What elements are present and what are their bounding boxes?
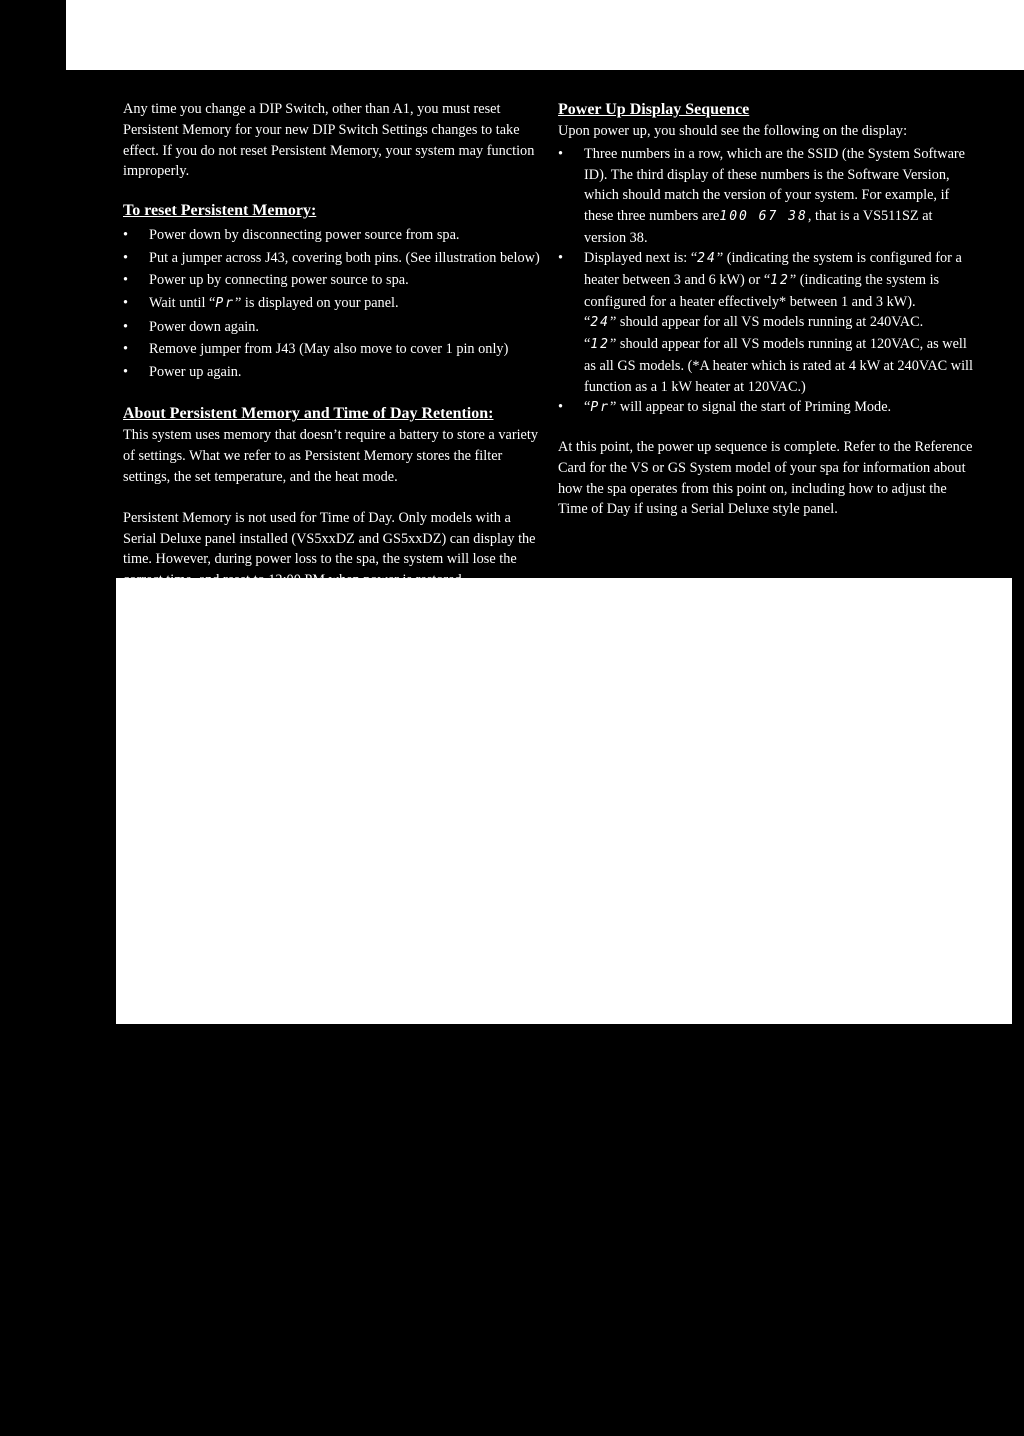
reset-heading: To reset Persistent Memory: — [123, 202, 317, 220]
list-item: • Power down again. — [123, 316, 543, 339]
intro-paragraph: Any time you change a DIP Switch, other than A1, you must reset Persistent Memory for your new DIP Switch Settings changes to take effect. If you do not reset Persistent Memory, your system may function improperly. — [123, 101, 535, 180]
heater-text-2: ” (indicating the system is configured for a heater between 3 and 6 kW) or “ — [584, 250, 962, 289]
heater-240-text: ” should appear for all VS models running at 240VAC. — [610, 314, 924, 331]
list-item — [558, 144, 978, 249]
reset-steps-list — [123, 224, 543, 383]
illustration-box — [116, 578, 1012, 1024]
left-column — [123, 99, 543, 591]
about-paragraph-2: Persistent Memory is not used for Time of Day. Only models with a Serial Deluxe panel installed (VS5xxDZ and GS5xxDZ) can display the time. However, during power loss to the spa, the system will lose the — [123, 509, 536, 568]
priming-text: ” will appear to signal the start of Priming Mode. — [610, 399, 892, 416]
display-code-12: 12 — [770, 273, 790, 289]
display-code-12: 12 — [590, 337, 611, 353]
powerup-list — [558, 144, 978, 419]
list-item — [558, 248, 978, 397]
right-column — [558, 99, 978, 520]
heater-text-1: Displayed next is: “ — [584, 250, 698, 267]
heater-line-240: “24” should appear for all VS models running at 240VAC. — [584, 314, 924, 331]
display-code-24: 24 — [697, 251, 717, 267]
step4-before: Wait until “ — [149, 294, 216, 311]
header-bar — [66, 0, 1024, 70]
list-item: • Remove jumper from J43 (May also move to cover 1 pin only) — [123, 338, 543, 361]
list-item: • “Pr” will appear to signal the start of Priming Mode. — [558, 397, 978, 419]
ssid-text: Three numbers in a row, which are the SSID (the System Software ID). The third display of these numbers is the Software Version, which should match the version of your system. For example, if these three numbers are — [584, 145, 966, 224]
list-item: • Put a jumper across J43, covering both pins. (See illustration below) — [123, 247, 543, 270]
display-code-pr: Pr — [590, 400, 611, 416]
powerup-heading: Power Up Display Sequence — [558, 101, 750, 118]
display-code-pr: Pr — [215, 295, 236, 311]
heater-120-text: ” should appear for all VS models running at 120VAC, as well as all GS models. (*A heater which is rated at 4 kW at 240VAC will function as a 1 kW heater at 120VAC.) — [584, 336, 973, 395]
list-item: • Power down by disconnecting power source from spa. — [123, 224, 543, 247]
heater-text-3: ” (indicating the system is configured for a heater effectively* between 1 and 3 kW). — [584, 272, 940, 310]
display-code-24: 24 — [590, 315, 611, 331]
list-item: • Power up by connecting power source to spa. — [123, 269, 543, 292]
step4-after: ” is displayed on your panel. — [235, 294, 399, 311]
ssid-after: , that is a VS511SZ at version 38. — [584, 207, 933, 246]
closing-paragraph: At this point, the power up sequence is complete. Refer to the Reference Card for the VS or GS System model of your spa for information about how the spa operates from this point on, including how to adjust the Time of Day if using a Serial Deluxe style panel. — [558, 438, 973, 518]
powerup-intro: Upon power up, you should see the following on the display: — [558, 123, 908, 139]
heater-line-120: “12” should appear for all VS models running at 120VAC, as well as all GS models. (*A heater which is rated at 4 kW at 240VAC will function as a 1 kW heater at 120VAC.) — [584, 336, 973, 395]
about-heading: About Persistent Memory and Time of Day Retention: — [123, 405, 494, 423]
list-item: • Power up again. — [123, 361, 543, 384]
list-item — [123, 292, 543, 316]
display-code-ssid: 100 67 38 — [719, 208, 808, 224]
about-paragraph-1: This system uses memory that doesn’t require a battery to store a variety of settings. What we refer to as Persistent Memory stores the filter settings, the set temperature, and the heat mode. — [123, 427, 539, 485]
